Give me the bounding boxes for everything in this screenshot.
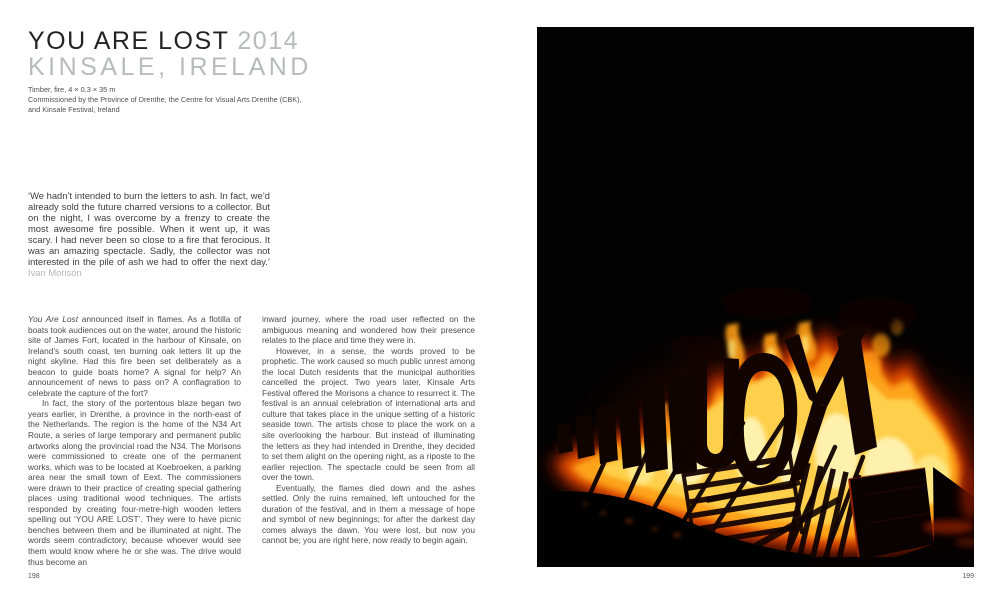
page-number-left: 198	[28, 573, 40, 580]
artwork-details	[28, 85, 302, 116]
body-column-2	[262, 314, 475, 546]
body-paragraph: inward journey, where the road user reflected on the ambiguous meaning and wondered how their presence relates to the place and time they were in.	[262, 314, 475, 346]
body-paragraph: You Are Lost announced itself in flames. As a flotilla of boats took audiences out on the water, around the historic site of James Fort, located in the harbour of Kinsale, on Ireland’s south coast, ten burning oak letters lit up the night skyline. Had this fire been set deliberately as a beacon to guide boats home? A signal for help? An announcement of news to pass on? A conflagration to celebrate the capture of the fort?	[28, 314, 241, 398]
artwork-year: 2014	[237, 27, 300, 55]
artwork-credit-line1: Commissioned by the Province of Drenthe, the Centre for Visual Arts Drenthe (CBK),	[28, 95, 302, 105]
body-column-1	[28, 314, 241, 567]
quote-text: ‘We hadn’t intended to burn the letters to ash. In fact, we’d already sold the future charred versions to a collector. But on the night, I was overcome by a frenzy to create the most awesome fire possible. When it went up, it was scary. I had never been so close to a fire that ferocious. It was an amazing spectacle. Sadly, the collector was not interested in the pile of ash we had to offer the next day.’	[28, 190, 270, 267]
artwork-title-inline: You Are Lost	[28, 314, 79, 324]
quote-attribution: Ivan Morison	[28, 267, 82, 278]
pallet-silhouette-right	[849, 468, 934, 560]
body-paragraph: Eventually, the flames died down and the ashes settled. Only the ruins remained, left untouched for the duration of the festival, and in them a message of hope and symbol of new beginnings; for after the darkest day comes always the dawn. You were lost, but now you cannot be; you are right here, now ready to begin again.	[262, 482, 475, 546]
burning-letters-photo-illustration	[537, 27, 974, 567]
body-paragraph: However, in a sense, the words proved to be prophetic. The work caused so much public unrest among the local Dutch residents that the municipal authorities cancelled the project. Two years later, Kinsale Arts Festival offered the Morisons a chance to resurrect it. The festival is an annual celebration of international arts and culture that takes place in the unique setting of a historic seaside town. The artists chose to place the work on a site overlooking the harbour. But instead of illuminating the letters as they had intended in Drenthe, they decided to set them alight on the opening night, as a riposte to the earlier rejection. The spectacle could be seen from all over the town.	[262, 345, 475, 483]
artwork-location: KINSALE, IRELAND	[28, 53, 312, 81]
pull-quote	[28, 190, 270, 278]
page-title	[28, 27, 299, 56]
artwork-photo	[537, 27, 974, 567]
artwork-credit-line2: and Kinsale Festival, Ireland	[28, 105, 120, 115]
artwork-title: YOU ARE LOST	[28, 27, 230, 55]
page-number-right: 199	[962, 573, 974, 580]
artwork-materials: Timber, fire, 4 × 0.3 × 35 m	[28, 85, 116, 94]
body-paragraph: In fact, the story of the portentous blaze began two years earlier, in Drenthe, a province in the north-east of the Netherlands. The region is the home of the N34 Art Route, a series of large temporary and permanent public artworks along the provincial road the N34. The Morisons were commissioned to create one of the permanent works, which was to be located at Koebroeken, a parking area near the small town of Eext. The commissioners were drawn to their practice of creating special gathering places using traditional wood techniques. The artists responded by creating four-metre-high wooden letters spelling out ‘YOU ARE LOST’. They were to have picnic benches between them and be illuminated at night. The words seem contradictory, because whoever would see them would know where he or she was. The drive would thus become an	[28, 398, 241, 567]
